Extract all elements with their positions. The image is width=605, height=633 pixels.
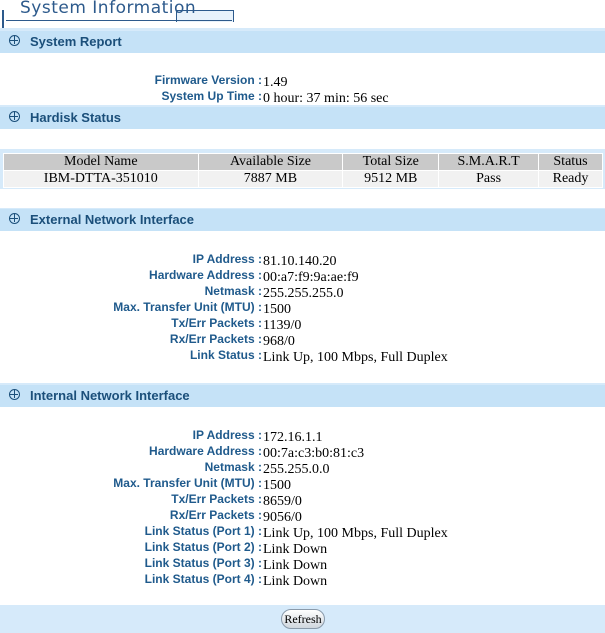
crosshair-icon (9, 389, 20, 400)
page-title: System Information (20, 0, 197, 18)
column-header: Available Size (198, 154, 343, 171)
internal-network-body (0, 407, 605, 605)
value-tx-err-packets: 8659/0 (263, 494, 302, 509)
hardisk-bottom-spacer (0, 189, 605, 208)
value-link-status-port-4: Link Down (263, 574, 328, 589)
value-rx-err-packets: 9056/0 (263, 510, 302, 525)
value-ip-address: 172.16.1.1 (263, 430, 323, 445)
value-link-status-port-1: Link Up, 100 Mbps, Full Duplex (263, 526, 448, 541)
label-netmask: Netmask : (204, 284, 262, 298)
label-system-up-time: System Up Time : (161, 89, 262, 103)
value-ip-address: 81.10.140.20 (263, 254, 337, 269)
value-system-up-time: 0 hour: 37 min: 56 sec (263, 91, 389, 106)
section-title: Internal Network Interface (30, 388, 190, 403)
label-link-status-port-1: Link Status (Port 1) : (144, 524, 262, 538)
label-link-status-port-2: Link Status (Port 2) : (144, 540, 262, 554)
value-link-status-port-2: Link Down (263, 542, 328, 557)
label-link-status-port-3: Link Status (Port 3) : (144, 556, 262, 570)
label-hardware-address: Hardware Address : (149, 444, 262, 458)
page-header (0, 0, 605, 28)
table-row (4, 171, 603, 188)
column-header: Total Size (343, 154, 439, 171)
value-hardware-address: 00:7a:c3:b0:81:c3 (263, 446, 365, 461)
label-link-status: Link Status : (189, 348, 262, 362)
cell-available-size: 7887 MB (198, 171, 343, 188)
value-firmware-version: 1.49 (263, 75, 288, 90)
label-rx-err-packets: Rx/Err Packets : (169, 332, 262, 346)
label-mtu: Max. Transfer Unit (MTU) : (113, 476, 262, 490)
cell-total-size: 9512 MB (343, 171, 439, 188)
value-tx-err-packets: 1139/0 (263, 318, 302, 333)
title-underline (6, 20, 232, 21)
column-header: Status (539, 154, 603, 171)
crosshair-icon (9, 35, 20, 46)
value-link-status-port-3: Link Down (263, 558, 328, 573)
crosshair-icon (9, 213, 20, 224)
title-decoration-bracket (2, 10, 8, 28)
label-link-status-port-4: Link Status (Port 4) : (144, 572, 262, 586)
section-title: External Network Interface (30, 212, 195, 227)
value-link-status: Link Up, 100 Mbps, Full Duplex (263, 350, 448, 365)
section-header-internal-network (0, 385, 605, 407)
crosshair-icon (9, 111, 20, 122)
section-header-external-network (0, 209, 605, 231)
column-header: Model Name (4, 154, 199, 171)
label-ip-address: IP Address : (192, 428, 262, 442)
label-hardware-address: Hardware Address : (149, 268, 262, 282)
system-report-body (0, 53, 605, 105)
section-header-hardisk-status (0, 107, 605, 129)
label-tx-err-packets: Tx/Err Packets : (171, 316, 262, 330)
value-mtu: 1500 (263, 478, 291, 493)
label-mtu: Max. Transfer Unit (MTU) : (113, 300, 262, 314)
label-firmware-version: Firmware Version : (154, 73, 262, 87)
section-title: Hardisk Status (30, 110, 122, 125)
value-netmask: 255.255.255.0 (263, 286, 344, 301)
cell-smart: Pass (439, 171, 539, 188)
table-header-row (4, 154, 603, 171)
label-tx-err-packets: Tx/Err Packets : (171, 492, 262, 506)
cell-model-name: IBM-DTTA-351010 (4, 171, 199, 188)
value-netmask: 255.255.0.0 (263, 462, 330, 477)
cell-status: Ready (539, 171, 603, 188)
value-mtu: 1500 (263, 302, 291, 317)
value-hardware-address: 00:a7:f9:9a:ae:f9 (263, 270, 359, 285)
value-rx-err-packets: 968/0 (263, 334, 295, 349)
section-title: System Report (30, 34, 122, 49)
refresh-button[interactable]: Refresh (281, 609, 325, 629)
hardisk-spacer (0, 129, 605, 149)
external-network-body (0, 231, 605, 383)
section-header-system-report (0, 31, 605, 53)
label-netmask: Netmask : (204, 460, 262, 474)
hardisk-table (3, 153, 603, 188)
column-header: S.M.A.R.T (439, 154, 539, 171)
label-ip-address: IP Address : (192, 252, 262, 266)
label-rx-err-packets: Rx/Err Packets : (169, 508, 262, 522)
